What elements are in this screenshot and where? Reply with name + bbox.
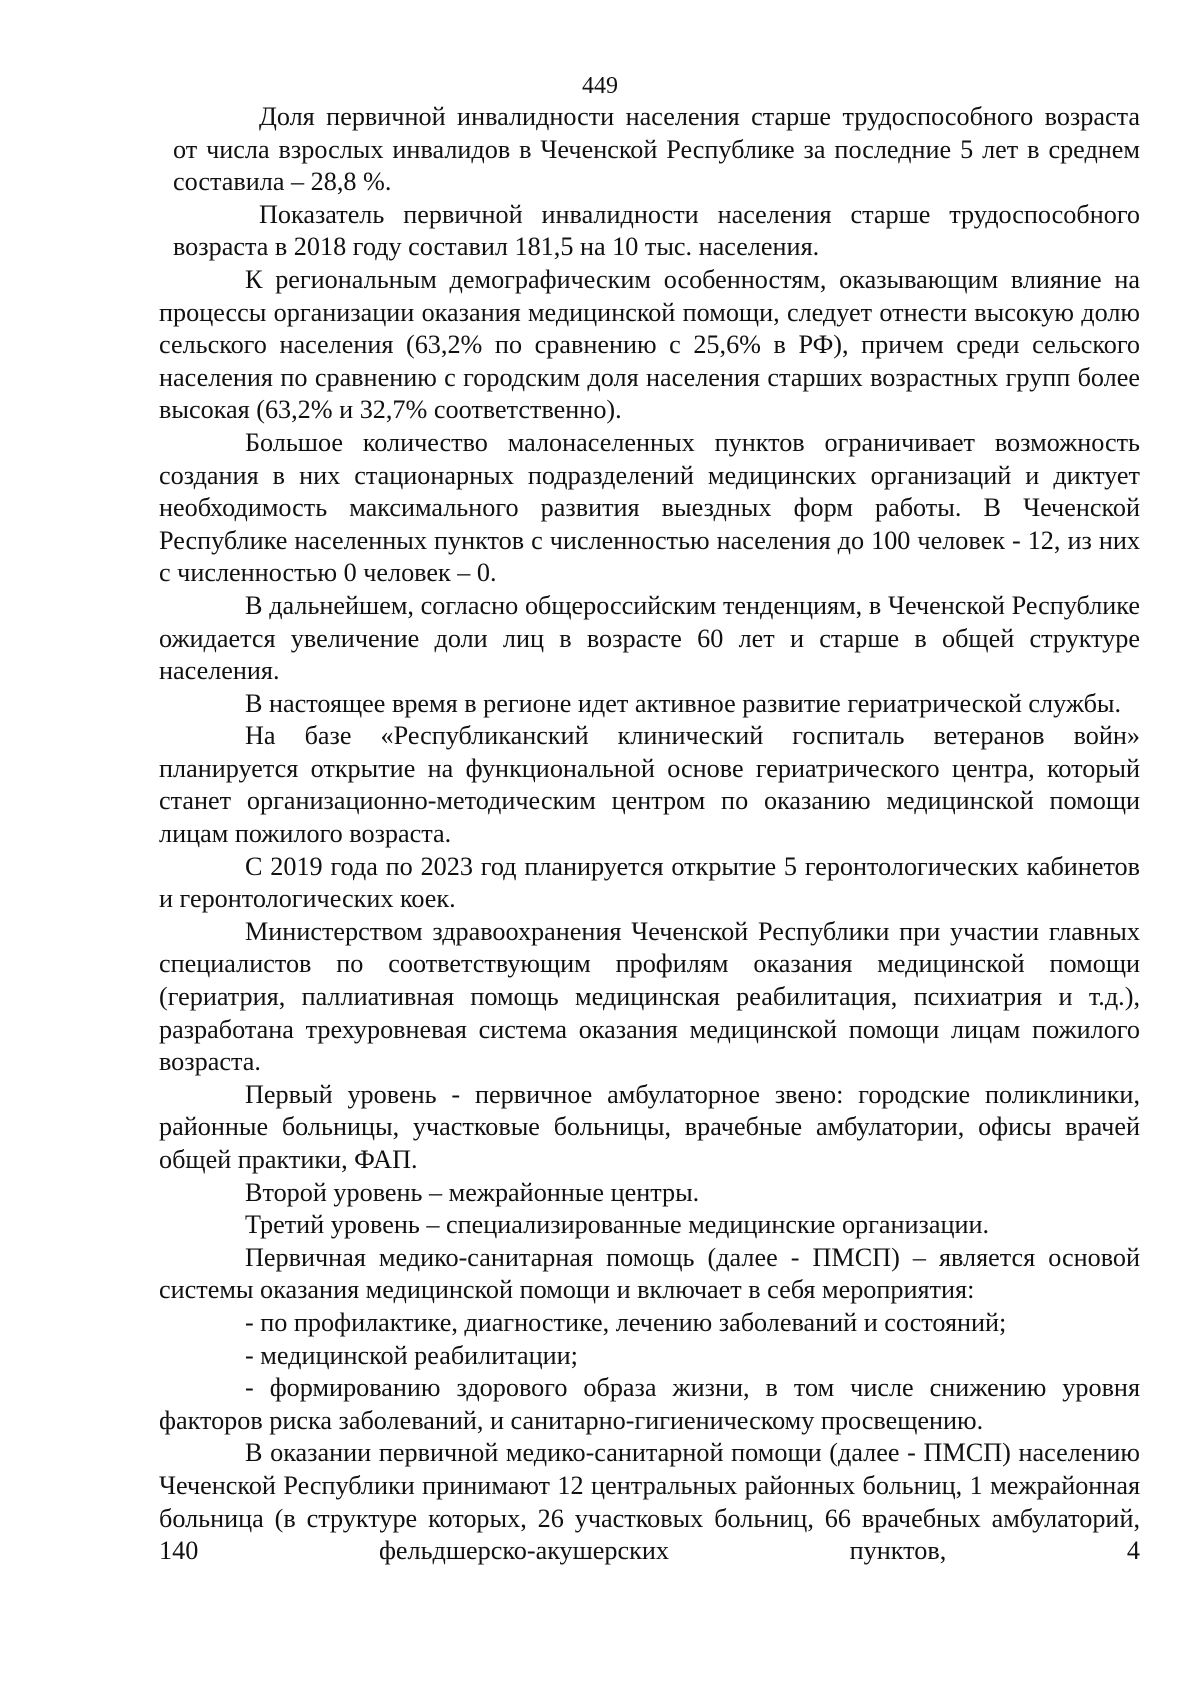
document-body — [159, 101, 1140, 1568]
paragraph-13: Первичная медико-санитарная помощь (далее - ПМСП) – является основой системы оказания медицинской помощи и включает в себя мероприятия: — [159, 1242, 1140, 1305]
paragraph-14: В оказании первичной медико-санитарной помощи (далее - ПМСП) населению Чеченской Республики принимают 12 центральных районных больниц, 1 межрайонная больница (в структуре которых, 26 участковых больниц, 66 врачебных амбулаторий, 140 фельдшерско-акушерских пунктов, 4 — [159, 1438, 1140, 1566]
list-item-3: - формированию здорового образа жизни, в том числе снижению уровня факторов риска заболеваний, и санитарно-гигиеническому просвещению. — [159, 1373, 1140, 1435]
paragraph-2: Показатель первичной инвалидности населения старше трудоспособного возраста в 2018 году составил 181,5 на 10 тыс. населения. — [173, 199, 1140, 262]
paragraph-5: В дальнейшем, согласно общероссийским тенденциям, в Чеченской Республике ожидается увеличение доли лиц в возрасте 60 лет и старше в общей структуре населения. — [159, 590, 1140, 686]
paragraph-10: Первый уровень - первичное амбулаторное звено: городские поликлиники, районные больницы, участковые больницы, врачебные амбулатории, офисы врачей общей практики, ФАП. — [159, 1079, 1140, 1174]
paragraph-9: Министерством здравоохранения Чеченской Республики при участии главных специалистов по соответствующим профилям оказания медицинской помощи (гериатрия, паллиативная помощь медицинская реабилитация, психиатрия и т.д.), разработана трехуровневая система оказания медицинской помощи лицам пожилого возраста. — [159, 916, 1140, 1077]
paragraph-11: Второй уровень – межрайонные центры. — [245, 1177, 700, 1207]
paragraph-8: С 2019 года по 2023 год планируется открытие 5 геронтологических кабинетов и геронтологических коек. — [159, 851, 1140, 914]
list-item-2: - медицинской реабилитации; — [245, 1340, 578, 1370]
paragraph-1: Доля первичной инвалидности населения старше трудоспособного возраста от числа взрослых инвалидов в Чеченской Республике за последние 5 лет в среднем составила – 28,8 %. — [173, 102, 1140, 197]
paragraph-7: На базе «Республиканский клинический госпиталь ветеранов войн» планируется открытие на функциональной основе гериатрического центра, который станет организационно-методическим центром по оказанию медицинской помощи лицам пожилого возраста. — [159, 721, 1140, 849]
list-item-1: - по профилактике, диагностике, лечению заболеваний и состояний; — [245, 1307, 1007, 1337]
paragraph-12: Третий уровень – специализированные медицинские организации. — [245, 1210, 990, 1240]
paragraph-4: Большое количество малонаселенных пунктов ограничивает возможность создания в них стационарных подразделений медицинских организаций и диктует необходимость максимального развития выездных форм работы. В Чеченской Республике населенных пунктов с численностью населения до 100 человек - 12, из них с численностью 0 человек – 0. — [159, 427, 1140, 588]
page-number: 449 — [582, 73, 618, 99]
paragraph-6: В настоящее время в регионе идет активное развитие гериатрической службы. — [245, 688, 1122, 718]
paragraph-3: К региональным демографическим особенностям, оказывающим влияние на процессы организации оказания медицинской помощи, следует отнести высокую долю сельского населения (63,2% по сравнению с 25,6% в РФ), причем среди сельского населения по сравнению с городским доля населения старших возрастных групп более высокая (63,2% и 32,7% соответственно). — [159, 264, 1140, 425]
